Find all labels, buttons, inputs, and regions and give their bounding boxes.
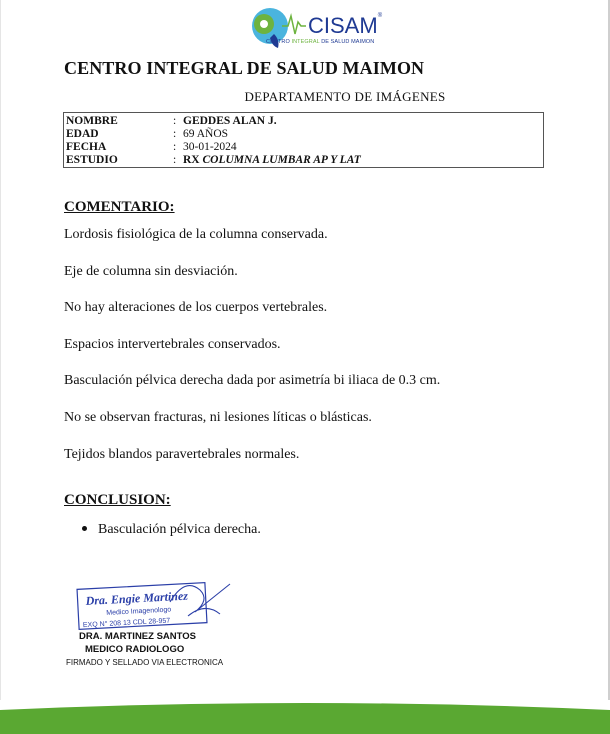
info-row-date bbox=[66, 141, 543, 154]
finding-line: No hay alteraciones de los cuerpos vertebrales. bbox=[64, 300, 328, 315]
colon: : bbox=[173, 154, 177, 166]
stamp-line-1: Dra. Engie Martinez bbox=[85, 588, 189, 608]
patient-info-box bbox=[63, 112, 544, 168]
signer-name: DRA. MARTINEZ SANTOS bbox=[79, 631, 196, 642]
logo-brand-text: CISAM® bbox=[308, 13, 383, 38]
finding-line: No se observan fracturas, ni lesiones líticas o blásticas. bbox=[64, 410, 372, 425]
conclusion-title: CONCLUSION: bbox=[64, 492, 171, 508]
logo-sub-3: DE SALUD MAIMON bbox=[319, 39, 375, 45]
info-row-study bbox=[66, 154, 543, 167]
name-label: NOMBRE bbox=[66, 115, 118, 127]
info-row-age bbox=[66, 128, 543, 141]
finding-line: Basculación pélvica derecha dada por asimetría bi iliaca de 0.3 cm. bbox=[64, 373, 441, 388]
logo-sub-1: CENTRO bbox=[266, 39, 292, 45]
study-value bbox=[183, 154, 361, 166]
study-prefix: RX bbox=[183, 154, 200, 166]
footer-band bbox=[0, 700, 610, 734]
signature-stamp bbox=[70, 572, 240, 634]
date-label: FECHA bbox=[66, 141, 107, 153]
conclusion-item-text: Basculación pélvica derecha. bbox=[98, 522, 261, 537]
logo-subtitle bbox=[266, 39, 374, 45]
date-value: 30-01-2024 bbox=[183, 141, 237, 153]
bullet-icon bbox=[82, 526, 87, 531]
department-title bbox=[0, 89, 610, 105]
colon: : bbox=[173, 141, 177, 153]
study-label: ESTUDIO bbox=[66, 154, 118, 166]
comentario-title: COMENTARIO: bbox=[64, 199, 175, 215]
age-label: EDAD bbox=[66, 128, 99, 140]
org-title: CENTRO INTEGRAL DE SALUD MAIMON bbox=[64, 58, 425, 78]
finding-line: Tejidos blandos paravertebrales normales. bbox=[64, 447, 300, 462]
info-row-name bbox=[66, 115, 543, 128]
colon: : bbox=[173, 128, 177, 140]
stamp-line-2: Medico Imagenologo bbox=[106, 606, 172, 617]
study-name: COLUMNA LUMBAR AP Y LAT bbox=[202, 154, 361, 166]
stamp-line-3: EXQ N° 208 13 CDL 28-957 bbox=[82, 617, 171, 630]
finding-line: Eje de columna sin desviación. bbox=[64, 264, 238, 279]
finding-line: Lordosis fisiológica de la columna conservada. bbox=[64, 227, 328, 242]
colon: : bbox=[173, 115, 177, 127]
name-value: GEDDES ALAN J. bbox=[183, 115, 277, 127]
page-edge-left bbox=[0, 0, 1, 700]
finding-line: Espacios intervertebrales conservados. bbox=[64, 337, 281, 352]
conclusion-item bbox=[82, 522, 261, 538]
logo-brand: CISAM bbox=[308, 13, 378, 38]
signer-title: MEDICO RADIOLOGO bbox=[85, 644, 185, 655]
logo-sub-2: INTEGRAL bbox=[291, 39, 320, 45]
department-label: DEPARTAMENTO DE IMÁGENES bbox=[244, 89, 446, 104]
age-value: 69 AÑOS bbox=[183, 128, 229, 140]
signature-note: FIRMADO Y SELLADO VIA ELECTRONICA bbox=[66, 658, 224, 667]
